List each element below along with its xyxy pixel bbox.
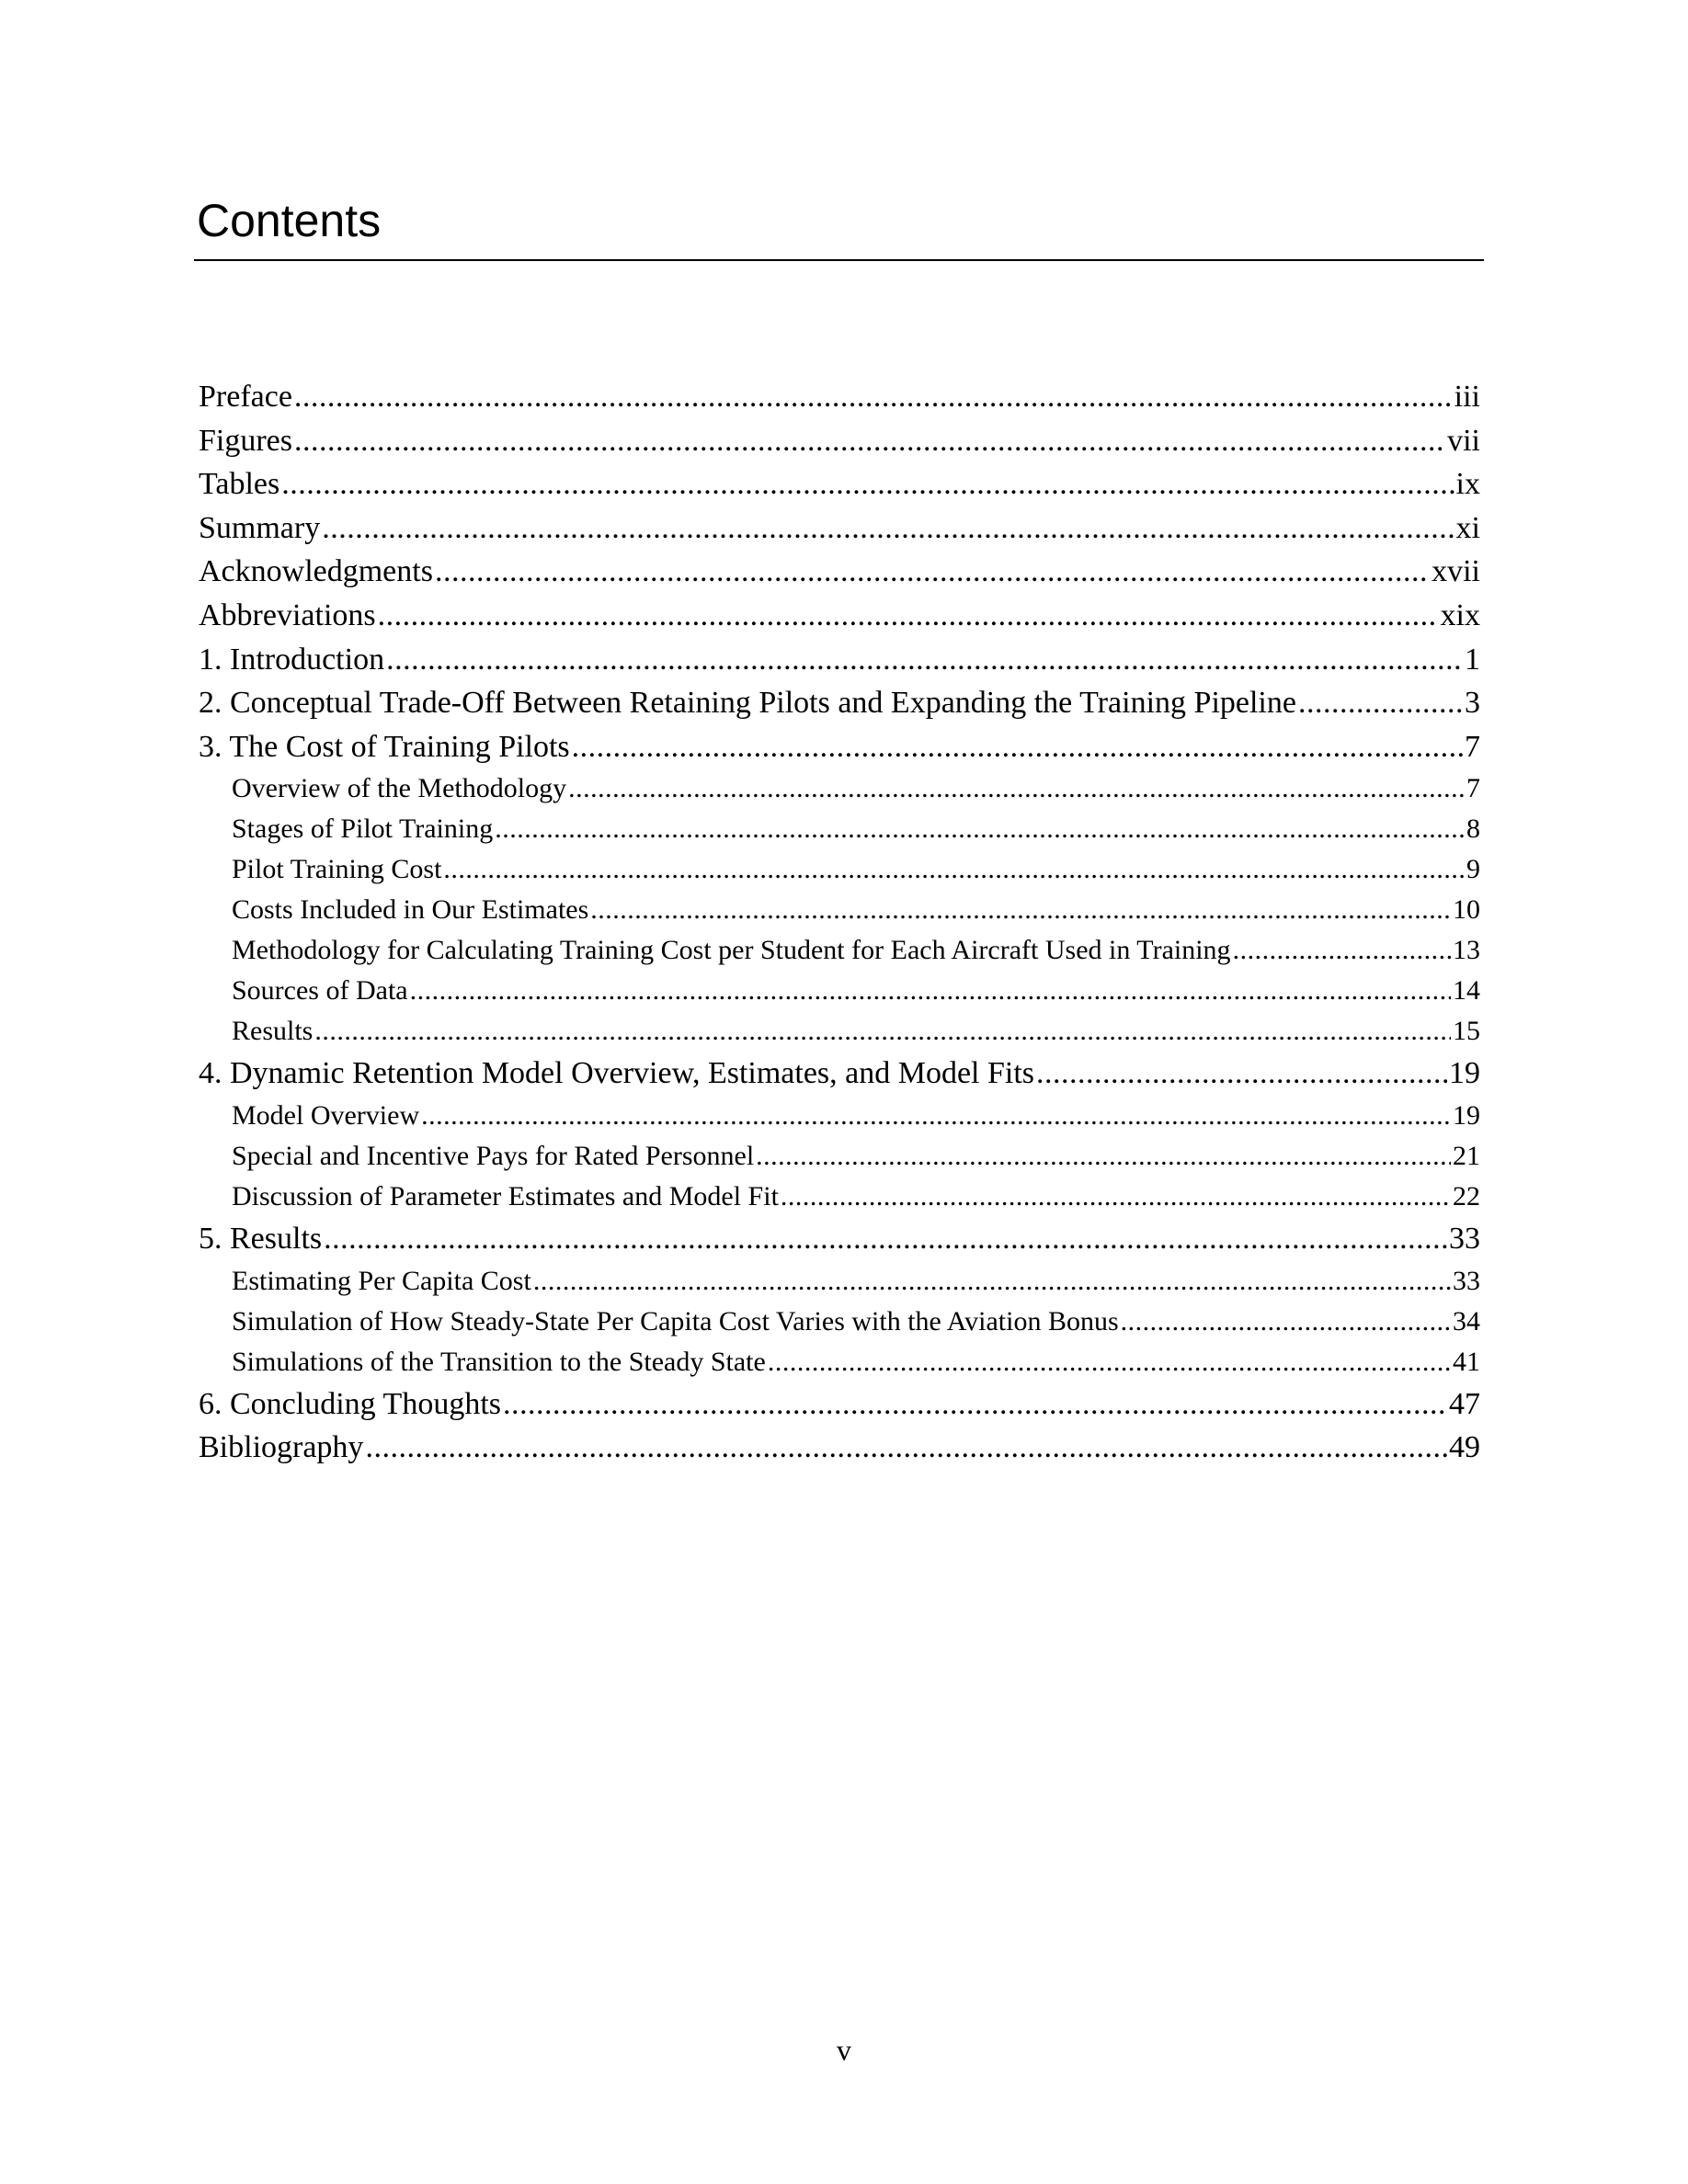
dot-leader [495,809,1465,849]
toc-entry-page: 7 [1465,729,1480,764]
toc-entry[interactable] [199,1342,1480,1382]
dot-leader [294,375,1453,419]
toc-entry-title: Discussion of Parameter Estimates and Model Fit [232,1180,779,1211]
toc-entry-page: 21 [1453,1140,1480,1171]
toc-entry-title: Overview of the Methodology [232,773,567,804]
dot-leader [322,506,1454,551]
toc-entry-page: 10 [1453,894,1480,926]
dot-leader [1121,1302,1451,1342]
dot-leader [1298,681,1463,725]
toc-entry-page: 34 [1453,1305,1480,1337]
toc-entry-page: 15 [1453,1016,1480,1047]
dot-leader [533,1261,1451,1302]
toc-entry-title: Acknowledgments [199,554,433,589]
dot-leader [324,1217,1447,1261]
toc-entry-title: 6. Concluding Thoughts [199,1386,501,1421]
toc-entry-title: Tables [199,467,280,502]
toc-entry-title: Simulation of How Steady-State Per Capita Cost Varies with the Aviation Bonus [232,1305,1119,1337]
toc-entry-page: 33 [1453,1265,1480,1296]
toc-entry-page: 19 [1449,1056,1480,1091]
dot-leader [378,594,1439,638]
dot-leader [1036,1052,1447,1096]
toc-entry[interactable] [199,681,1480,725]
toc-entry[interactable] [199,1011,1480,1052]
toc-entry[interactable] [199,725,1480,769]
toc-entry-page: 33 [1449,1221,1480,1256]
dot-leader [781,1177,1451,1217]
toc-entry[interactable] [199,1096,1480,1136]
toc-entry-page: 49 [1449,1430,1480,1465]
toc-entry[interactable] [199,462,1480,506]
toc-entry-page: 41 [1453,1346,1480,1377]
dot-leader [572,725,1463,769]
dot-leader [281,462,1454,506]
page-number: v [837,2033,851,2066]
toc-entry-title: Stages of Pilot Training [232,813,494,845]
toc-entry-page: xvii [1431,554,1480,589]
toc-entry[interactable] [199,849,1480,890]
toc-entry-title: Figures [199,423,292,458]
toc-entry-title: Costs Included in Our Estimates [232,894,589,926]
toc-entry[interactable] [199,1177,1480,1217]
toc-entry[interactable] [199,638,1480,682]
toc-entry-page: xi [1455,510,1480,545]
toc-entry-title: Results [232,1016,314,1047]
toc-entry-title: 2. Conceptual Trade-Off Between Retaining Pilots and Expanding the Training Pipeline [199,686,1296,721]
table-of-contents [199,375,1480,1470]
toc-entry[interactable] [199,594,1480,638]
dot-leader [314,1011,1451,1052]
toc-entry[interactable] [199,1261,1480,1302]
toc-entry-title: Preface [199,380,292,414]
toc-entry-title: Bibliography [199,1430,364,1465]
toc-entry-title: Summary [199,510,321,545]
toc-entry[interactable] [199,930,1480,971]
dot-leader [568,768,1465,809]
toc-entry-title: Model Overview [232,1099,420,1131]
heading-rule [194,259,1484,261]
dot-leader [421,1096,1451,1136]
toc-entry-title: Estimating Per Capita Cost [232,1265,531,1296]
toc-entry-title: 5. Results [199,1221,323,1256]
toc-entry-page: 47 [1449,1386,1480,1421]
toc-entry-page: 7 [1466,773,1480,804]
toc-entry[interactable] [199,1302,1480,1342]
toc-entry[interactable] [199,768,1480,809]
toc-entry-title: Special and Incentive Pays for Rated Personnel [232,1140,755,1171]
page-title: Contents [197,195,382,246]
dot-leader [503,1382,1447,1427]
toc-entry[interactable] [199,890,1480,930]
toc-entry[interactable] [199,550,1480,594]
toc-entry-page: ix [1455,467,1480,502]
dot-leader [410,971,1451,1011]
toc-entry-title: 3. The Cost of Training Pilots [199,729,570,764]
toc-entry-page: 14 [1453,975,1480,1007]
toc-entry[interactable] [199,809,1480,849]
toc-entry-title: Methodology for Calculating Training Cost per Student for Each Aircraft Used in Training [232,935,1231,966]
dot-leader [756,1136,1451,1177]
toc-entry-page: vii [1447,423,1480,458]
toc-entry[interactable] [199,1052,1480,1096]
dot-leader [386,638,1463,682]
toc-entry-page: 22 [1453,1180,1480,1211]
dot-leader [1233,930,1451,971]
toc-entry[interactable] [199,1136,1480,1177]
toc-entry[interactable] [199,506,1480,551]
toc-entry-page: xix [1440,597,1480,632]
dot-leader [365,1426,1447,1470]
toc-entry[interactable] [199,971,1480,1011]
toc-entry-page: 1 [1465,642,1480,677]
toc-entry-title: 4. Dynamic Retention Model Overview, Estimates, and Model Fits [199,1056,1035,1091]
dot-leader [443,849,1465,890]
toc-entry-title: Simulations of the Transition to the Steady State [232,1346,766,1377]
toc-entry-page: 3 [1465,686,1480,721]
toc-entry-page: 9 [1466,854,1480,885]
dot-leader [435,550,1430,594]
toc-entry-page: 13 [1453,935,1480,966]
toc-entry-page: 19 [1453,1099,1480,1131]
dot-leader [294,419,1445,463]
dot-leader [590,890,1451,930]
toc-entry[interactable] [199,375,1480,419]
toc-entry-page: 8 [1466,813,1480,845]
dot-leader [768,1342,1451,1382]
toc-entry[interactable] [199,1217,1480,1261]
toc-entry-title: Pilot Training Cost [232,854,442,885]
toc-entry-title: Abbreviations [199,597,376,632]
toc-entry-page: iii [1454,380,1480,414]
toc-entry[interactable] [199,1426,1480,1470]
toc-entry-title: 1. Introduction [199,642,385,677]
toc-entry[interactable] [199,1382,1480,1427]
toc-entry[interactable] [199,419,1480,463]
toc-entry-title: Sources of Data [232,975,408,1007]
